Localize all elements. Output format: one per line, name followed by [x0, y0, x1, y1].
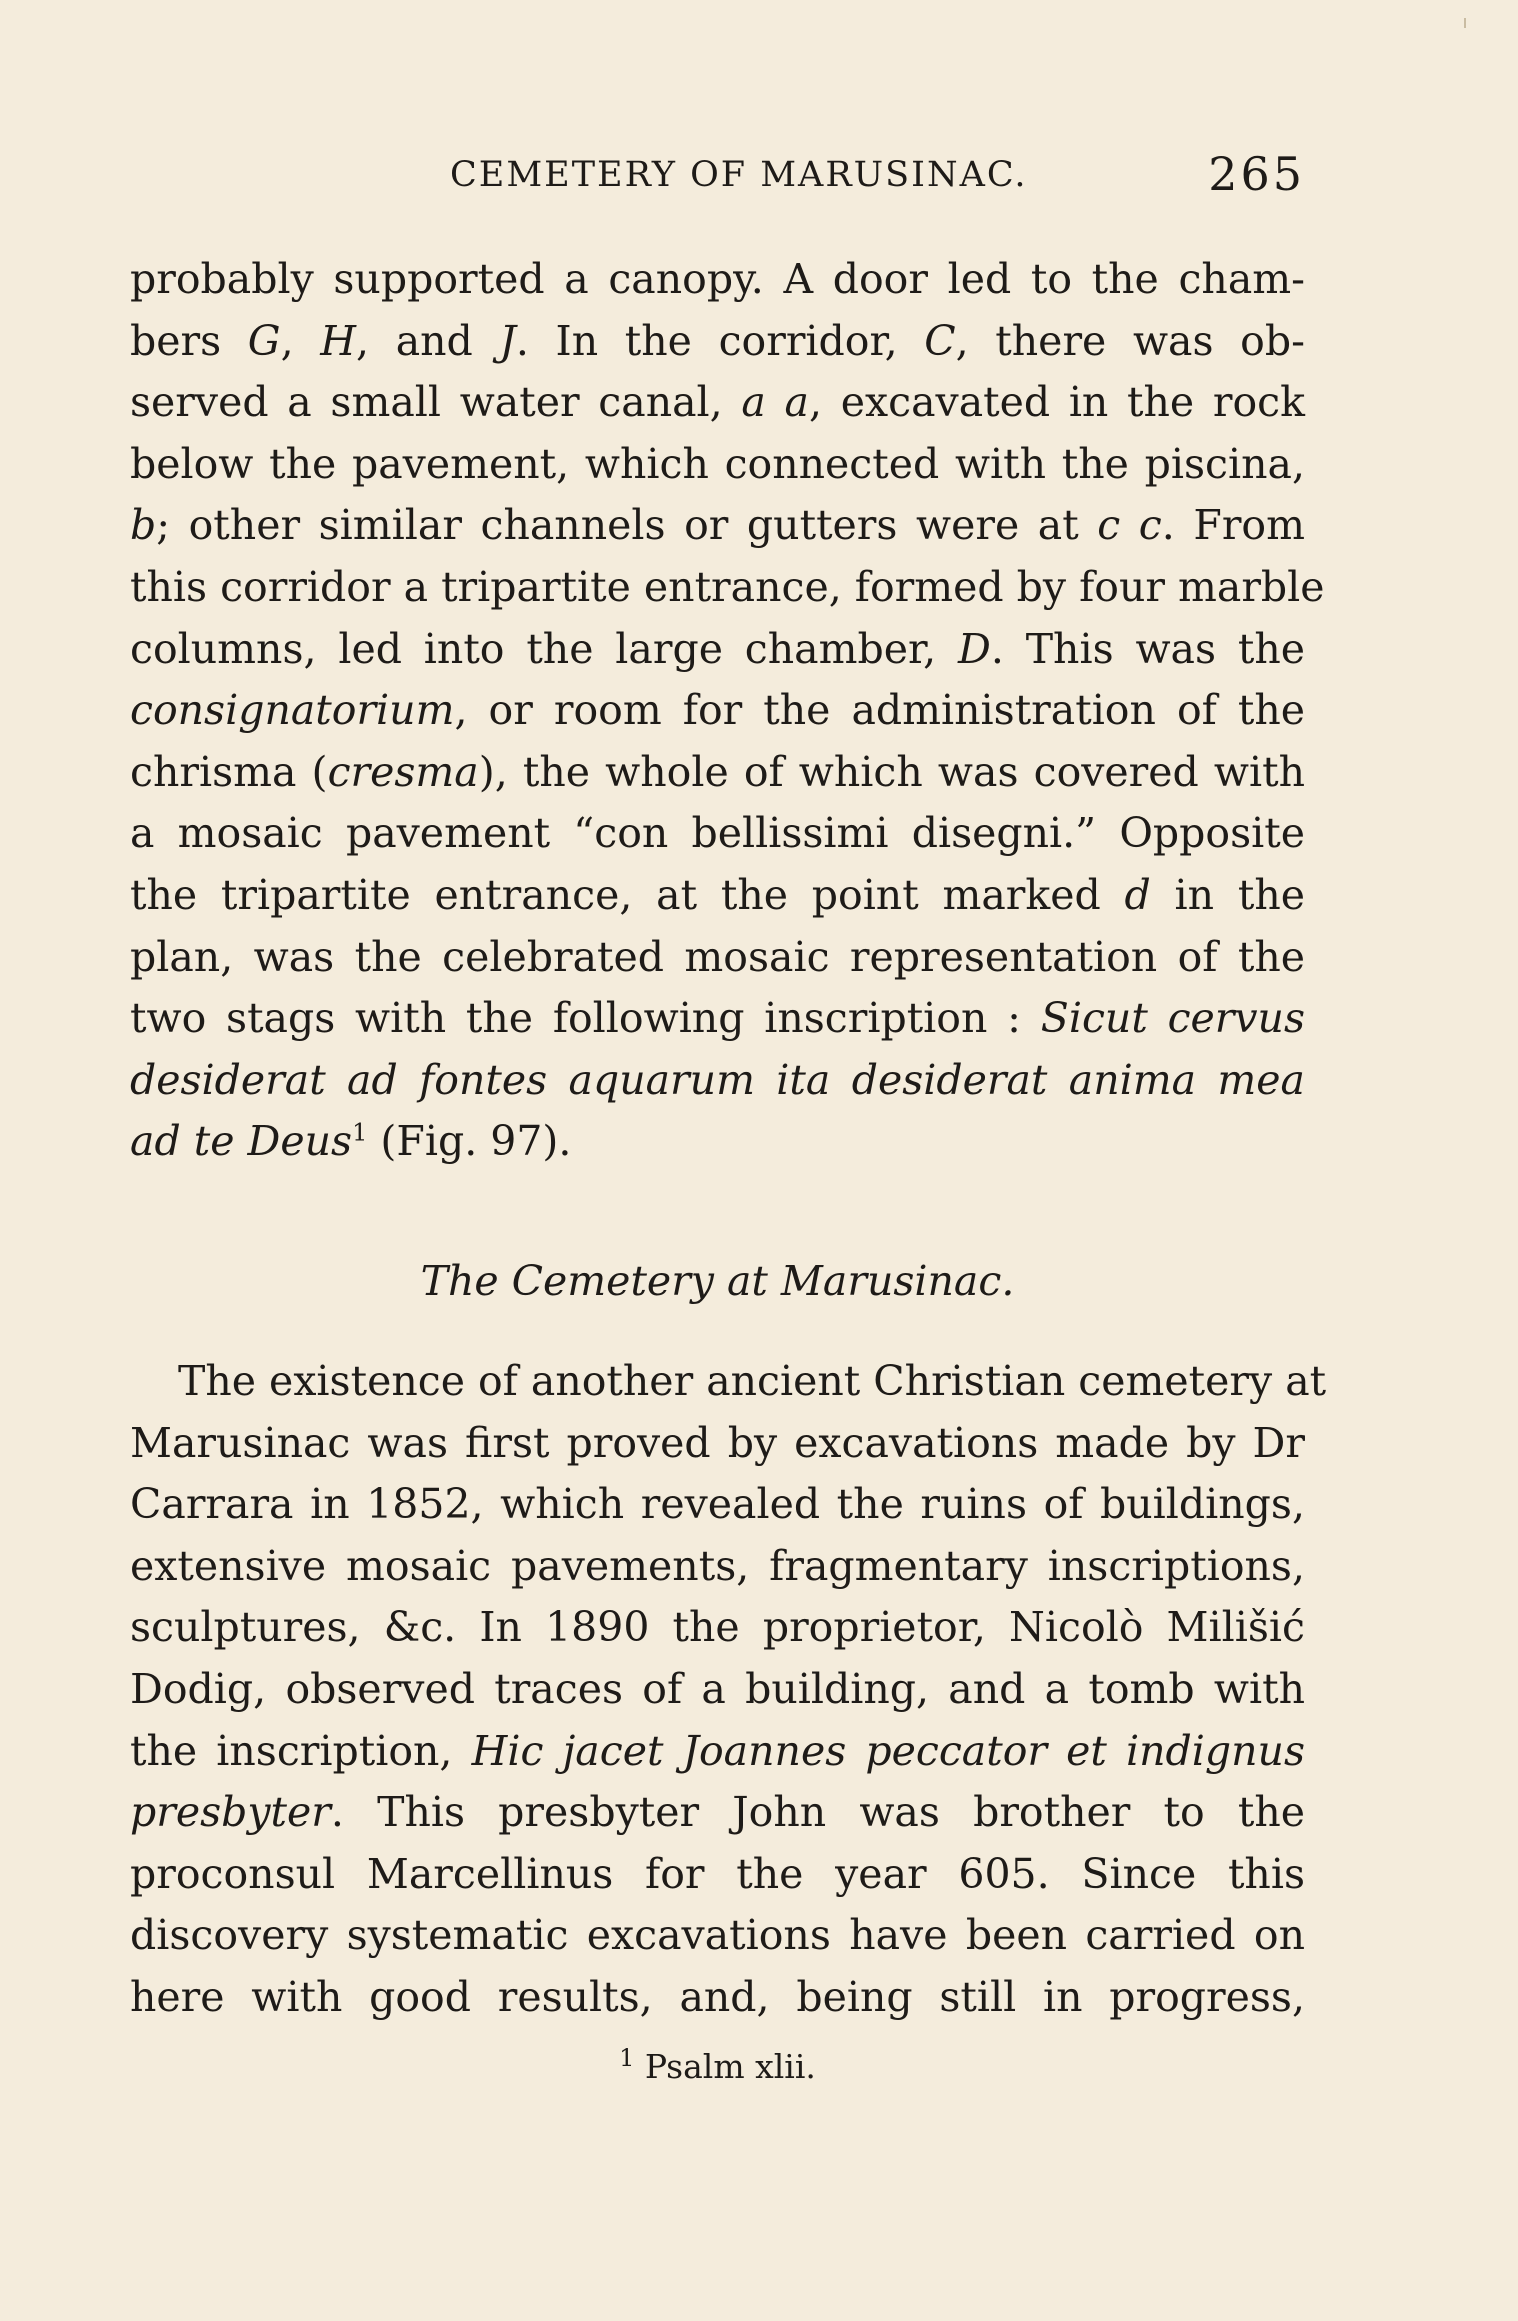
paper-speck	[1464, 18, 1466, 28]
text-line: a mosaic pavement “con bellissimi disegni.” Opposite	[130, 809, 1305, 858]
text-line	[130, 1050, 1305, 1112]
italic-letter: G	[247, 316, 281, 365]
text-line: probably supported a canopy. A door led to the cham-	[130, 255, 1305, 303]
text-line: this corridor a tripartite entrance, formed by four marble	[130, 562, 1325, 611]
text-line: presbyter. This presbyter John was brother to the	[130, 1788, 1305, 1837]
latin-inscription: Sicut cervus	[1040, 994, 1306, 1043]
latin-inscription: ad te Deus	[130, 1117, 353, 1166]
footnote-marker: 1	[352, 1118, 368, 1147]
section-heading: The Cemetery at Marusinac.	[420, 1257, 1015, 1305]
italic-letter: H	[320, 316, 357, 365]
latin-inscription: desiderat ad fontes aquarum ita desiderat anima mea	[130, 1055, 1305, 1104]
page-number: 265	[1208, 147, 1305, 201]
italic-term: cresma	[327, 747, 479, 796]
text-line: plan, was the celebrated mosaic representation of the	[130, 932, 1305, 981]
text-line: chrisma (cresma), the whole of which was covered with	[130, 747, 1305, 796]
text-line: b; other similar channels or gutters were at c c. From	[130, 501, 1305, 550]
text-line: discovery systematic excavations have been carried on	[130, 1911, 1305, 1960]
text-line: sculptures, &c. In 1890 the proprietor, Nicolò Milišić	[130, 1603, 1305, 1652]
running-title: CEMETERY OF MARUSINAC.	[450, 155, 1028, 195]
italic-letter: b	[130, 501, 157, 550]
latin-inscription: presbyter	[130, 1788, 331, 1837]
text-line: the tripartite entrance, at the point marked d in the	[130, 870, 1306, 919]
italic-term: consignatorium	[130, 686, 455, 735]
text-line: served a small water canal, a a, excavated in the rock	[130, 378, 1305, 427]
text-line: bers G, H, and J. In the corridor, C, there was ob-	[130, 316, 1305, 365]
italic-letter: C	[924, 316, 956, 365]
text-line: consignatorium, or room for the administration of the	[130, 686, 1305, 735]
text-line: extensive mosaic pavements, fragmentary inscriptions,	[130, 1541, 1305, 1590]
footnote	[130, 2044, 1305, 2086]
italic-letter: c c	[1097, 501, 1162, 550]
paragraph-2	[130, 1351, 1327, 2029]
text-line: columns, led into the large chamber, D. This was the	[130, 624, 1306, 673]
text-line: two stags with the following inscription : Sicut cervus	[130, 994, 1306, 1043]
text-line: Dodig, observed traces of a building, and a tomb with	[130, 1664, 1305, 1713]
paragraph-1	[130, 249, 1325, 1173]
italic-letter: D	[957, 624, 991, 673]
text-line: Marusinac was first proved by excavations made by Dr	[130, 1418, 1305, 1467]
text-line: the inscription, Hic jacet Joannes peccator et indignus	[130, 1726, 1305, 1775]
italic-letter: J	[499, 316, 516, 365]
latin-inscription: Hic jacet Joannes peccator et indignus	[471, 1726, 1305, 1775]
text-line: The existence of another ancient Christian cemetery at	[178, 1357, 1327, 1405]
text-line: here with good results, and, being still in progress,	[130, 1972, 1305, 2021]
page-header	[130, 147, 1305, 215]
footnote-marker: 1	[619, 2044, 635, 2072]
footnote-text: Psalm xlii.	[634, 2047, 816, 2086]
text-line: proconsul Marcellinus for the year 605. Since this	[130, 1849, 1305, 1898]
text-line: Carrara in 1852, which revealed the ruins of buildings,	[130, 1480, 1305, 1529]
text-line: below the pavement, which connected with the piscina,	[130, 439, 1305, 488]
italic-letter: a a	[741, 378, 809, 427]
italic-letter: d	[1124, 870, 1151, 919]
text-line: ad te Deus$^1$ (Fig. 97).	[130, 1117, 572, 1166]
